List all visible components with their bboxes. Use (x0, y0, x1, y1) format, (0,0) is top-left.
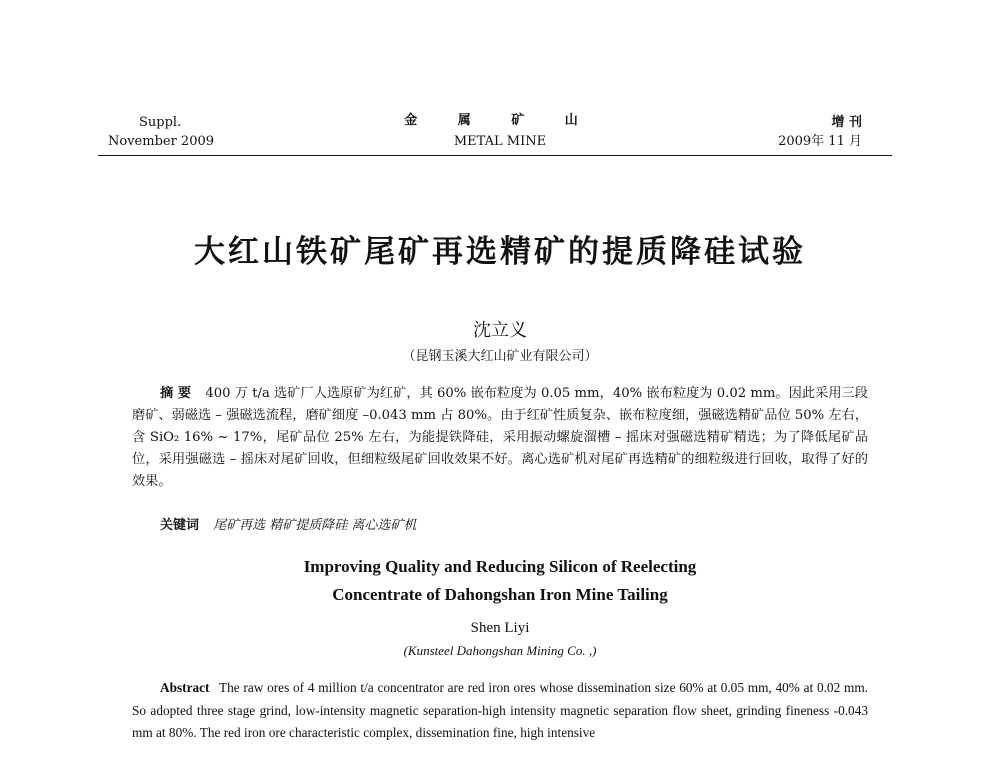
abstract-cn (132, 383, 868, 493)
abstract-text-en: The raw ores of 4 million t/a concentrator are red iron ores whose dissemination size 60% at 0.05 mm, 40% at 0.02 mm. So adopted three stage grind, low-intensity magnetic separation-high intensity magnetic separation flow sheet, grinding fineness -0.043 mm at 80%. The red iron ore characteristic complex, dissemination fine, high intensive (132, 680, 868, 740)
journal-name-cn: 金 属 矿 山 (404, 113, 596, 128)
article-title-en (0, 553, 1000, 609)
abstract-label-cn: 摘 要 (160, 386, 192, 401)
header-supplement-cn: 增 刊 (831, 115, 862, 130)
affiliation-cn: （昆钢玉溪大红山矿业有限公司） (402, 349, 598, 364)
affiliation-en: (Kunsteel Dahongshan Mining Co. ,) (403, 643, 597, 658)
abstract-label-en: Abstract (160, 680, 210, 695)
author-name-cn: 沈立义 (473, 320, 527, 341)
article-title-en-line2: Concentrate of Dahongshan Iron Mine Tailing (332, 585, 668, 604)
header-date-en: November 2009 (108, 134, 215, 149)
abstract-en (132, 677, 868, 745)
journal-name-en: METAL MINE (453, 134, 547, 149)
abstract-text-cn: 400 万 t/a 选矿厂人选原矿为红矿，其 60% 嵌布粒度为 0.05 mm，40% 嵌布粒度为 0.02 mm。因此采用三段磨矿、弱磁选 – 强磁选流程，磨矿细度 –0.043 mm 占 80%。由于红矿性质复杂、嵌布粒度细，强磁选精矿品位 50% 左右，含 SiO₂ 16% ~ 17%，尾矿品位 25% 左右，为能提铁降硅，采用振动螺旋溜槽 – 摇床对强磁选精矿精选；为了降低尾矿品位，采用强磁选 – 摇床对尾矿回收，但细粒级尾矿回收效果不好。离心选矿机对尾矿再选精矿的细粒级进行回收，取得了好的效果。 (132, 386, 868, 489)
article-title-cn: 大红山铁矿尾矿再选精矿的提质降硅试验 (194, 234, 806, 270)
keywords-label-cn: 关键词 (160, 518, 200, 533)
header-rule (98, 155, 892, 156)
keywords-values-cn: 尾矿再选 精矿提质降硅 离心选矿机 (213, 518, 417, 533)
header-date-cn: 2009年 11 月 (778, 134, 862, 149)
keywords-cn (160, 514, 416, 533)
author-name-en: Shen Liyi (470, 620, 530, 636)
article-title-en-line1: Improving Quality and Reducing Silicon of Reelecting (303, 557, 697, 576)
header-supplement: Suppl. (139, 115, 182, 130)
